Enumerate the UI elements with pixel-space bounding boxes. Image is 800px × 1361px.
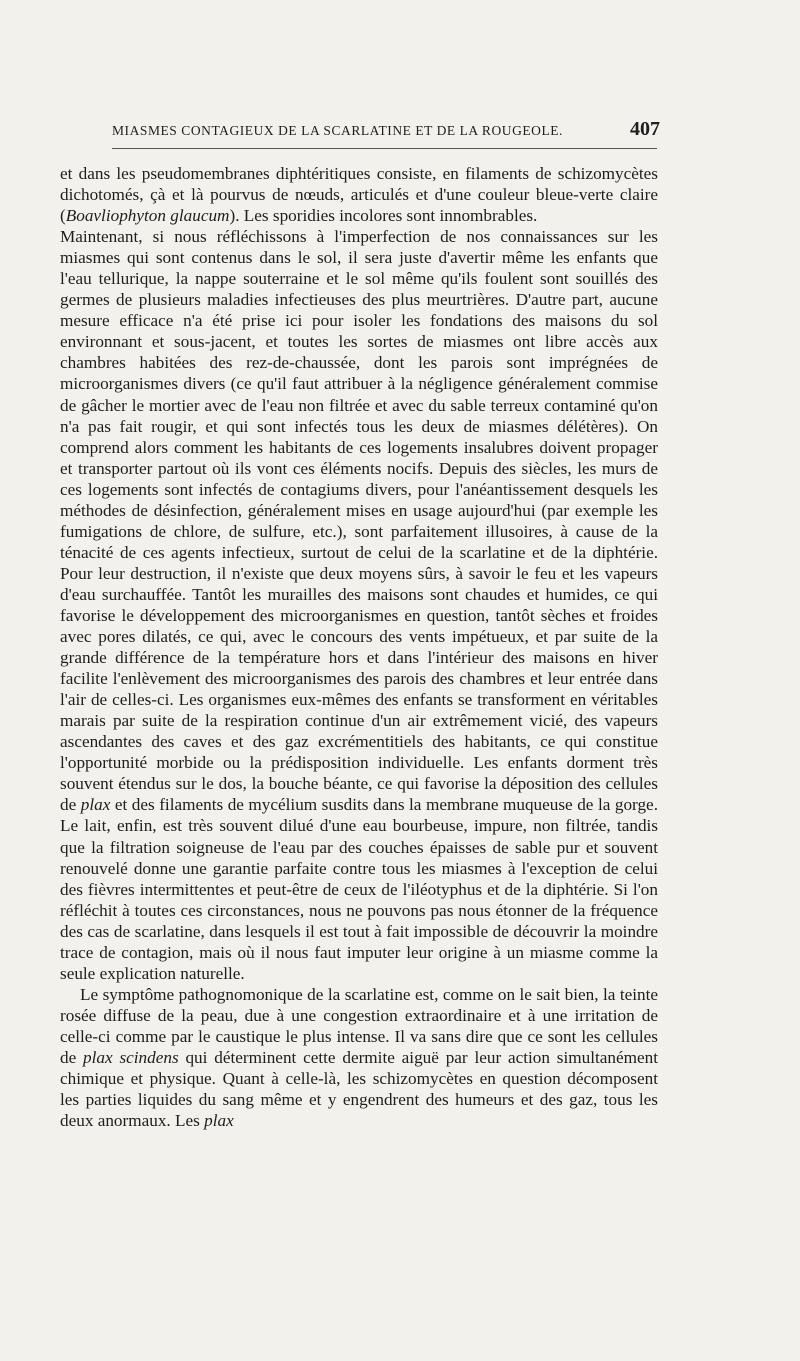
italic-term-plax-scindens: plax scindens	[83, 1047, 179, 1067]
italic-term-plax: plax	[80, 795, 111, 815]
text-segment: et des filaments de mycélium susdits dans la membrane muqueuse de la gorge. Le lait, enfin, est très souvent dilué d'une eau bourbeuse, impure, non filtrée, tandis que la filtration soigneuse de l'eau par des couches épaisses de sable pur et souvent renouvelé donne une garantie parfaite contre tous les miasmes à l'exception de celui des fièvres intermittentes et peut-être de ceux de l'iléotyphus et de la diphtérie. Si l'on réfléchit à toutes ces circonstances, nous ne pouvons pas nous étonner de la fréquence des cas de scarlatine, dans lesquels il est tout à fait impossible de découvrir la moindre trace de contagion, mais où il nous faut imputer leur origine à un miasme comme la seule explication naturelle.	[60, 795, 658, 983]
page-number: 407	[630, 118, 660, 140]
text-segment: Maintenant, si nous réfléchissons à l'imperfection de nos connaissances sur les miasmes qui sont contenus dans le sol, il sera juste d'avertir même les enfants que l'eau tellurique, la nappe souterraine et le sol même qu'ils foulent sont souillés des germes de plusieurs maladies infectieuses des plus meurtrières. D'autre part, aucune mesure efficace n'a été prise ici pour isoler les fondations des maisons du sol environnant et sous-jacent, et toutes les sortes de miasmes ont libre accès aux chambres habitées des rez-de-chaussée, dont les parois sont imprégnées de microorganismes divers (ce qu'il faut attribuer à la négligence généralement commise de gâcher le mortier avec de l'eau non filtrée et avec du sable terreux contaminé qu'on n'a pas fait rougir, et qui sont infectés tous les deux de miasmes délétères). On comprend alors comment les habitants de ces logements insalubres doivent propager et transporter partout où ils vont ces éléments nocifs. Depuis des siècles, les murs de ces logements sont infectés de contagiums divers, pour l'anéantissement desquels les méthodes de désinfection, généralement mises en usage aujourd'hui (par exemple les fumigations de chlore, de sulfure, etc.), sont parfaitement illusoires, à cause de la ténacité de ces agents infectieux, surtout de celui de la scarlatine et de la diphtérie. Pour leur destruction, il n'existe que deux moyens sûrs, à savoir le feu et les vapeurs d'eau surchauffée. Tantôt les murailles des maisons sont chaudes et humides, ce qui favorise le développement des microorganismes en question, tantôt sèches et froides avec pores dilatés, ce qui, avec le concours des vents impétueux, et par suite de la grande différence de la température hors et dans l'intérieur des maisons en hiver facilite l'enlèvement des microorganismes des parois des chambres et leur entrée dans l'air de celles-ci. Les organismes eux-mêmes des enfants se transforment en véritables marais par suite de la respiration continue d'un air extrêmement vicié, des vapeurs ascendantes des caves et des gaz excrémentitiels des habitants, ce qui constitue l'opportunité morbide ou la prédisposition individuelle. Les enfants dorment très souvent étendus sur le dos, la bouche béante, ce qui favorise la déposition des cellules de	[60, 227, 658, 815]
paragraph-3	[60, 984, 658, 1131]
running-title: MIASMES CONTAGIEUX DE LA SCARLATINE ET DE LA ROUGEOLE.	[112, 123, 563, 138]
text-segment: Le symptôme pathognomonique de la scarlatine est, comme on le sait bien, la teinte rosée diffuse de la peau, due à une congestion extraordinaire et à une irritation de celle-ci comme par le caustique le plus intense. Il va sans dire que ce sont les cellules de	[60, 984, 658, 1067]
italic-species-name: Boavliophyton glaucum	[65, 206, 230, 226]
paragraph-1	[60, 163, 658, 226]
text-segment: ). Les sporidies incolores sont innombrables.	[229, 206, 538, 226]
body-text	[60, 163, 658, 1131]
text-segment: et dans les pseudomembranes diphtéritiques consiste, en filaments de schizomycètes dichotomés, çà et là pourvus de nœuds, articulés et d'une couleur bleue-verte claire (	[60, 164, 658, 226]
italic-term-plax: plax	[204, 1111, 234, 1131]
header-rule	[112, 148, 657, 149]
paragraph-2	[60, 226, 658, 984]
running-head	[112, 118, 660, 141]
text-segment: qui déterminent cette dermite aiguë par leur action simultanément chimique et physique. Quant à celle-là, les schizomycètes en question décomposent les parties liquides du sang même et y engendrent des humeurs et des gaz, tous les deux anormaux. Les	[60, 1047, 658, 1131]
